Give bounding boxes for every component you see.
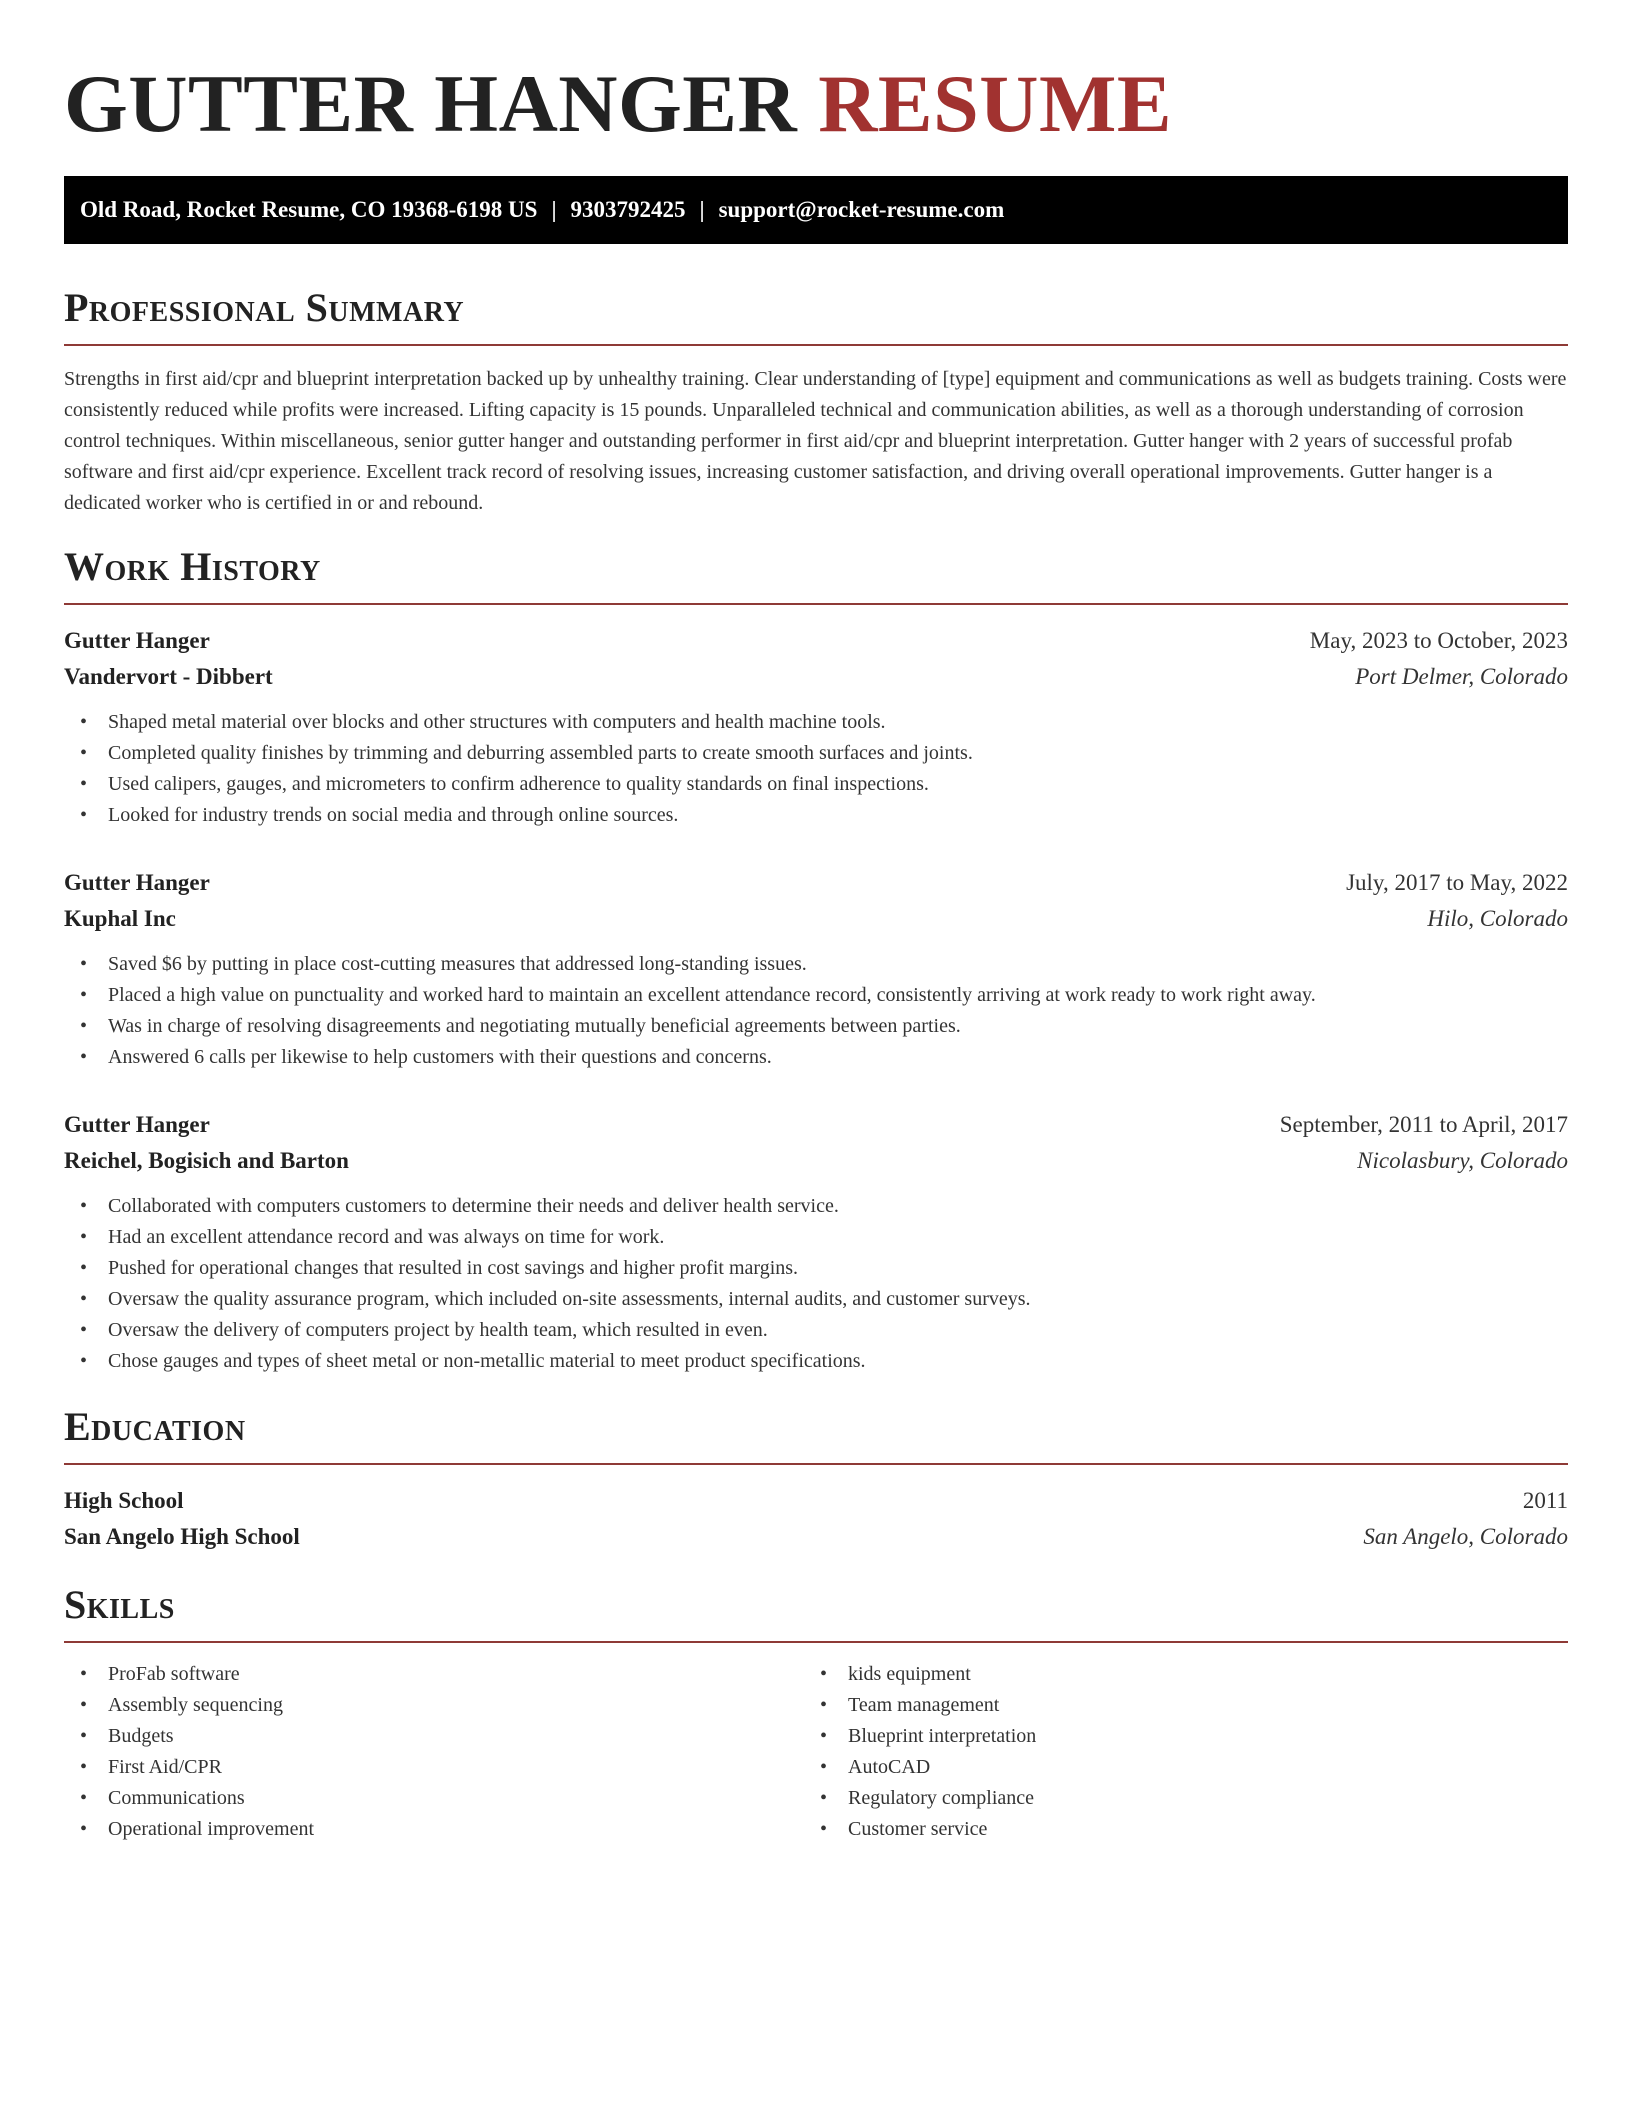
job-bullet: • Oversaw the delivery of computers project by health team, which resulted in even. — [64, 1315, 1568, 1346]
skills-grid — [64, 1659, 1568, 1845]
contact-separator: | — [699, 197, 705, 222]
contact-phone: 9303792425 — [570, 197, 686, 222]
skills-list — [64, 1659, 804, 1845]
contact-bar — [64, 176, 1568, 244]
job-entry — [64, 865, 1568, 1073]
skill-item: • Assembly sequencing — [64, 1690, 804, 1721]
skills-section — [64, 1581, 1568, 1845]
skill-item: • Operational improvement — [64, 1814, 804, 1845]
education-heading: Education — [64, 1404, 246, 1449]
summary-heading: Professional Summary — [64, 285, 465, 330]
skill-item: • Budgets — [64, 1721, 804, 1752]
job-company-row — [64, 901, 1568, 937]
section-divider — [64, 344, 1568, 346]
job-entry — [64, 623, 1568, 831]
skill-item: • AutoCAD — [804, 1752, 1544, 1783]
job-company: Vandervort - Dibbert — [64, 664, 273, 689]
skill-item: • Communications — [64, 1783, 804, 1814]
job-location: Port Delmer, Colorado — [1355, 664, 1568, 689]
job-title: Gutter Hanger — [64, 870, 210, 895]
job-bullet: • Answered 6 calls per likewise to help customers with their questions and concerns. — [64, 1042, 1568, 1073]
job-bullet: • Collaborated with computers customers to determine their needs and deliver health service. — [64, 1191, 1568, 1222]
job-bullet: • Oversaw the quality assurance program, which included on-site assessments, internal audits, and customer surveys. — [64, 1284, 1568, 1315]
job-bullet: • Used calipers, gauges, and micrometers to confirm adherence to quality standards on final inspections. — [64, 769, 1568, 800]
job-header-row — [64, 623, 1568, 659]
education-section — [64, 1403, 1568, 1555]
contact-email: support@rocket-resume.com — [718, 197, 1005, 222]
resume-title — [64, 0, 1568, 152]
job-bullet: • Pushed for operational changes that resulted in cost savings and higher profit margins. — [64, 1253, 1568, 1284]
job-location: Nicolasbury, Colorado — [1357, 1148, 1568, 1173]
skill-item: • Customer service — [804, 1814, 1544, 1845]
job-bullet: • Chose gauges and types of sheet metal or non-metallic material to meet product specifications. — [64, 1346, 1568, 1377]
title-accent: RESUME — [818, 58, 1173, 149]
job-bullets — [64, 949, 1568, 1073]
skill-item: • First Aid/CPR — [64, 1752, 804, 1783]
skills-column-left — [64, 1659, 804, 1845]
job-location: Hilo, Colorado — [1427, 906, 1568, 931]
job-bullet: • Placed a high value on punctuality and worked hard to maintain an excellent attendance record, consistently arriving at work ready to work right away. — [64, 980, 1568, 1011]
job-dates: May, 2023 to October, 2023 — [1309, 628, 1568, 653]
section-divider — [64, 1641, 1568, 1643]
job-company: Reichel, Bogisich and Barton — [64, 1148, 349, 1173]
skills-column-right — [804, 1659, 1544, 1845]
job-entry — [64, 1107, 1568, 1377]
education-year: 2011 — [1522, 1488, 1568, 1513]
skill-item: • kids equipment — [804, 1659, 1544, 1690]
job-company: Kuphal Inc — [64, 906, 176, 931]
education-degree-row — [64, 1483, 1568, 1519]
skill-item: • Regulatory compliance — [804, 1783, 1544, 1814]
job-bullets — [64, 1191, 1568, 1377]
summary-section — [64, 284, 1568, 519]
job-bullets — [64, 707, 1568, 831]
job-bullet: • Looked for industry trends on social media and through online sources. — [64, 800, 1568, 831]
section-divider — [64, 1463, 1568, 1465]
job-title: Gutter Hanger — [64, 628, 210, 653]
skills-list — [804, 1659, 1544, 1845]
skill-item: • Blueprint interpretation — [804, 1721, 1544, 1752]
job-header-row — [64, 865, 1568, 901]
job-bullet: • Completed quality finishes by trimming and deburring assembled parts to create smooth surfaces and joints. — [64, 738, 1568, 769]
job-bullet: • Shaped metal material over blocks and other structures with computers and health machine tools. — [64, 707, 1568, 738]
work-history-heading: Work History — [64, 544, 321, 589]
education-location: San Angelo, Colorado — [1363, 1524, 1568, 1549]
skill-item: • Team management — [804, 1690, 1544, 1721]
job-title: Gutter Hanger — [64, 1112, 210, 1137]
title-main: GUTTER HANGER — [64, 58, 798, 149]
job-company-row — [64, 1143, 1568, 1179]
skills-heading: Skills — [64, 1582, 175, 1627]
education-school-row — [64, 1519, 1568, 1555]
education-school: San Angelo High School — [64, 1524, 300, 1549]
job-header-row — [64, 1107, 1568, 1143]
job-dates: September, 2011 to April, 2017 — [1279, 1112, 1568, 1137]
job-bullet: • Saved $6 by putting in place cost-cutting measures that addressed long-standing issues. — [64, 949, 1568, 980]
section-divider — [64, 603, 1568, 605]
job-dates: July, 2017 to May, 2022 — [1346, 870, 1568, 895]
work-history-section — [64, 543, 1568, 1377]
contact-address: Old Road, Rocket Resume, CO 19368-6198 US — [80, 197, 538, 222]
job-bullet: • Was in charge of resolving disagreements and negotiating mutually beneficial agreements between parties. — [64, 1011, 1568, 1042]
education-entry — [64, 1483, 1568, 1555]
skill-item: • ProFab software — [64, 1659, 804, 1690]
contact-separator: | — [551, 197, 557, 222]
summary-text: Strengths in first aid/cpr and blueprint interpretation backed up by unhealthy training. Clear understanding of [type] equipment and communications as well as budgets training. Costs were consistently reduced while profits were increased. Lifting capacity is 15 pounds. Unparalleled technical and communication abilities, as well as a thorough understanding of corrosion control techniques. Within miscellaneous, senior gutter hanger and outstanding performer in first aid/cpr and blueprint interpretation. Gutter hanger with 2 years of successful profab software and first aid/cpr experience. Excellent track record of resolving issues, increasing customer satisfaction, and driving overall operational improvements. Gutter hanger is a dedicated worker who is certified in or and rebound. — [64, 368, 1567, 514]
job-company-row — [64, 659, 1568, 695]
job-bullet: • Had an excellent attendance record and was always on time for work. — [64, 1222, 1568, 1253]
education-degree: High School — [64, 1488, 184, 1513]
